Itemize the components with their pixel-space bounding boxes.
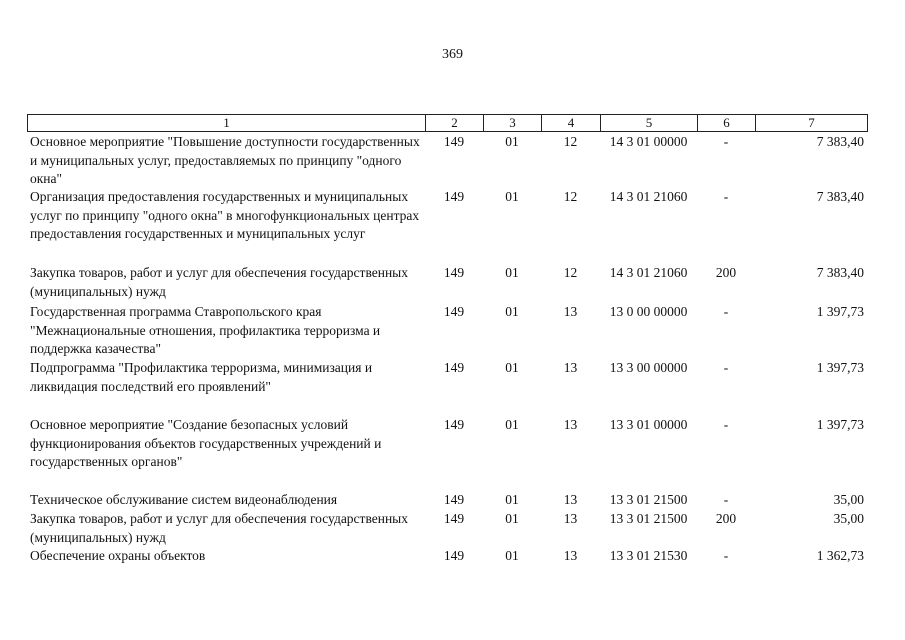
column-header-3: 3 <box>484 115 542 131</box>
row-name: Основное мероприятие "Создание безопасных условий функционирования объектов государственных учреждений и государственных органов" <box>30 417 382 469</box>
row-col4: 12 <box>563 189 578 204</box>
row-col6: 200 <box>715 511 737 526</box>
row-col7: 7 383,40 <box>816 189 864 204</box>
row-col7: 1 397,73 <box>816 360 864 375</box>
row-name: Организация предоставления государственных и муниципальных услуг по принципу "одного окна" в многофункциональных центрах предоставления государственных и муниципальных услуг <box>30 189 420 241</box>
row-col2: 149 <box>443 548 465 563</box>
row-col6: - <box>723 548 729 563</box>
row-col3: 01 <box>505 492 519 507</box>
row-col2: 149 <box>443 134 465 149</box>
row-col4: 13 <box>563 492 578 507</box>
row-col4: 13 <box>563 511 578 526</box>
row-col5: 13 3 00 00000 <box>609 360 688 375</box>
row-name: Закупка товаров, работ и услуг для обеспечения государственных (муниципальных) нужд <box>30 265 409 299</box>
column-header-6: 6 <box>698 115 756 131</box>
row-col2: 149 <box>443 304 465 319</box>
row-col7: 35,00 <box>833 492 864 507</box>
row-name: Закупка товаров, работ и услуг для обеспечения государственных (муниципальных) нужд <box>30 511 409 545</box>
column-header-7: 7 <box>808 115 815 130</box>
row-col2: 149 <box>443 189 465 204</box>
row-name: Техническое обслуживание систем видеонаблюдения <box>30 492 338 507</box>
row-col6: - <box>723 492 729 507</box>
row-col5: 13 3 01 21500 <box>609 511 688 526</box>
row-col6: 200 <box>715 265 737 280</box>
row-col5: 14 3 01 21060 <box>609 189 688 204</box>
column-header-5: 5 <box>601 115 698 131</box>
column-header-1: 1 <box>28 115 426 131</box>
row-col7: 1 397,73 <box>816 417 864 432</box>
row-col7: 7 383,40 <box>816 265 864 280</box>
row-col4: 13 <box>563 304 578 319</box>
row-col5: 13 3 01 21500 <box>609 492 688 507</box>
row-col3: 01 <box>505 304 519 319</box>
row-name: Подпрограмма "Профилактика терроризма, минимизация и ликвидация последствий его проявлений" <box>30 360 373 394</box>
row-col3: 01 <box>505 511 519 526</box>
row-col3: 01 <box>505 134 519 149</box>
row-col2: 149 <box>443 511 465 526</box>
row-col2: 149 <box>443 265 465 280</box>
row-name: Обеспечение охраны объектов <box>30 548 206 563</box>
row-col5: 14 3 01 21060 <box>609 265 688 280</box>
row-col7: 1 362,73 <box>816 548 864 563</box>
row-col6: - <box>723 189 729 204</box>
row-col3: 01 <box>505 417 519 432</box>
column-header-4: 4 <box>542 115 601 131</box>
row-col4: 13 <box>563 360 578 375</box>
row-col5: 14 3 01 00000 <box>609 134 688 149</box>
table-header <box>27 114 868 132</box>
row-col7: 35,00 <box>833 511 864 526</box>
row-col6: - <box>723 417 729 432</box>
row-name: Государственная программа Ставропольского края "Межнациональные отношения, профилактика терроризма и поддержка казачества" <box>30 304 381 356</box>
row-col5: 13 0 00 00000 <box>609 304 688 319</box>
row-col4: 13 <box>563 417 578 432</box>
row-col6: - <box>723 304 729 319</box>
row-col6: - <box>723 360 729 375</box>
row-name: Основное мероприятие "Повышение доступности государственных и муниципальных услуг, предоставляемых по принципу "одного окна" <box>30 134 420 186</box>
row-col7: 1 397,73 <box>816 304 864 319</box>
row-col4: 12 <box>563 134 578 149</box>
page-number: 369 <box>442 47 463 62</box>
row-col2: 149 <box>443 360 465 375</box>
row-col2: 149 <box>443 492 465 507</box>
row-col5: 13 3 01 21530 <box>609 548 688 563</box>
row-col3: 01 <box>505 360 519 375</box>
row-col2: 149 <box>443 417 465 432</box>
row-col4: 12 <box>563 265 578 280</box>
row-col5: 13 3 01 00000 <box>609 417 688 432</box>
row-col3: 01 <box>505 548 519 563</box>
row-col6: - <box>723 134 729 149</box>
row-col3: 01 <box>505 265 519 280</box>
column-header-2: 2 <box>426 115 484 131</box>
row-col3: 01 <box>505 189 519 204</box>
row-col4: 13 <box>563 548 578 563</box>
row-col7: 7 383,40 <box>816 134 864 149</box>
